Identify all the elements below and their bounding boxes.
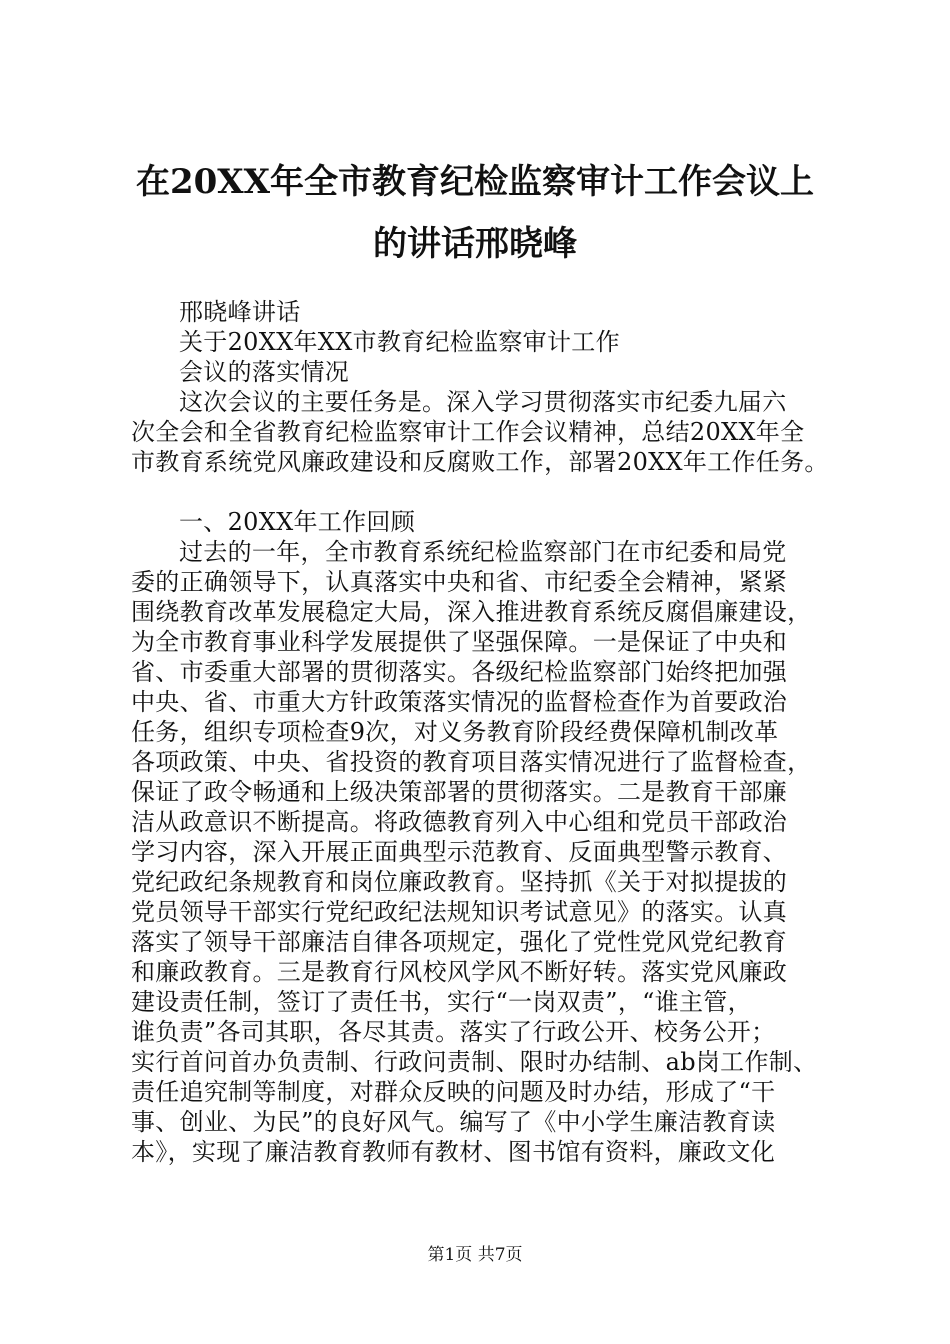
body-line: 洁从政意识不断提高。将政德教育列入中心组和党员干部政治 <box>131 808 788 836</box>
document-title-line-1: 在20XX年全市教育纪检监察审计工作会议上 <box>135 162 815 202</box>
body-line: 次全会和全省教育纪检监察审计工作会议精神，总结20XX年全 <box>131 418 805 446</box>
body-line: 委的正确领导下，认真落实中央和省、市纪委全会精神，紧紧 <box>131 568 788 596</box>
body-line: 中央、省、市重大方针政策落实情况的监督检查作为首要政治 <box>131 688 788 716</box>
body-line: 省、市委重大部署的贯彻落实。各级纪检监察部门始终把加强 <box>131 658 788 686</box>
page-footer: 第1页 共7页 <box>427 1245 523 1265</box>
body-line: 围绕教育改革发展稳定大局，深入推进教育系统反腐倡廉建设， <box>131 598 812 626</box>
section-heading: 一、20XX年工作回顾 <box>179 508 416 536</box>
body-line: 任务，组织专项检查9次，对义务教育阶段经费保障机制改革 <box>131 718 779 746</box>
body-line: 本》，实现了廉洁教育教师有教材、图书馆有资料，廉政文化 <box>131 1138 776 1166</box>
body-line: 为全市教育事业科学发展提供了坚强保障。一是保证了中央和 <box>131 628 788 656</box>
body-line: 实行首问首办负责制、行政问责制、限时办结制、ab岗工作制、 <box>131 1048 818 1076</box>
body-line: 会议的落实情况 <box>179 358 350 386</box>
body-line: 落实了领导干部廉洁自律各项规定，强化了党性党风党纪教育 <box>131 928 788 956</box>
body-line: 市教育系统党风廉政建设和反腐败工作，部署20XX年工作任务。 <box>131 448 829 476</box>
body-line: 党纪政纪条规教育和岗位廉政教育。坚持抓《关于对拟提拔的 <box>131 868 788 896</box>
body-line: 事、创业、为民”的良好风气。编写了《中小学生廉洁教育读 <box>131 1108 776 1136</box>
body-line: 谁负责”各司其职，各尽其责。落实了行政公开、校务公开； <box>131 1018 776 1046</box>
body-line: 各项政策、中央、省投资的教育项目落实情况进行了监督检查， <box>131 748 812 776</box>
body-line: 建设责任制，签订了责任书，实行“一岗双责”，“谁主管， <box>131 988 752 1016</box>
body-line: 这次会议的主要任务是。深入学习贯彻落实市纪委九届六 <box>179 388 787 416</box>
body-line: 关于20XX年XX市教育纪检监察审计工作 <box>179 328 620 356</box>
body-line: 党员领导干部实行党纪政纪法规知识考试意见》的落实。认真 <box>131 898 788 926</box>
body-line: 学习内容，深入开展正面典型示范教育、反面典型警示教育、 <box>131 838 788 866</box>
body-line: 和廉政教育。三是教育行风校风学风不断好转。落实党风廉政 <box>131 958 788 986</box>
body-line <box>131 477 831 507</box>
body-line: 过去的一年，全市教育系统纪检监察部门在市纪委和局党 <box>179 538 787 566</box>
document-title-line-2: 的讲话邢晓峰 <box>373 224 577 264</box>
document-body <box>131 297 831 1167</box>
body-line: 责任追究制等制度，对群众反映的问题及时办结，形成了“干 <box>131 1078 776 1106</box>
body-line: 邢晓峰讲话 <box>179 298 301 326</box>
body-line: 保证了政令畅通和上级决策部署的贯彻落实。二是教育干部廉 <box>131 778 788 806</box>
